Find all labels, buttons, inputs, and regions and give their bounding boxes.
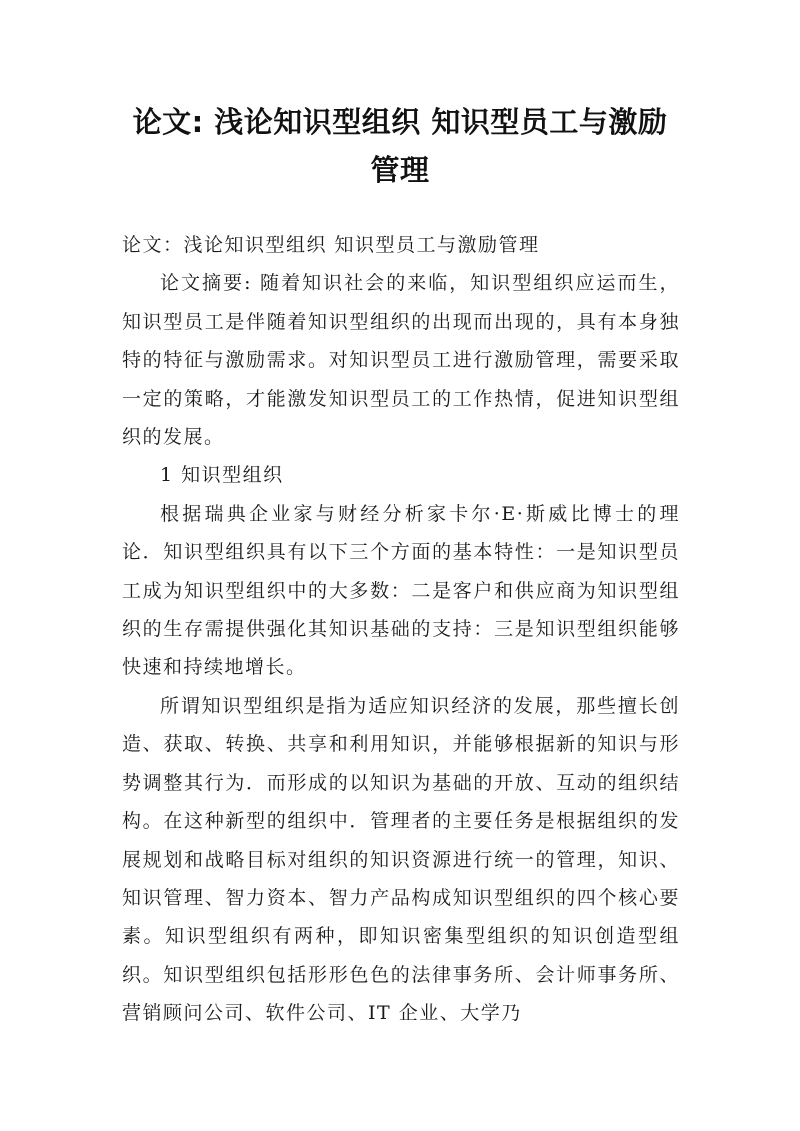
section-heading: 1 知识型组织: [160, 464, 284, 487]
abstract-paragraph: 论文摘要: 随着知识社会的来临，知识型组织应运而生，知识型员工是伴随着知识型组织的出现而出现的，具有本身独特的特征与激励需求。对知识型员工进行激励管理，需要采取一定的策略，才能激发知识型员工的工作热情，促进知识型组织的发展。: [122, 272, 680, 449]
document-body: [122, 226, 680, 1033]
document-title: 论文: 浅论知识型组织 知识型员工与激励管理: [132, 105, 668, 187]
body-paragraph: 根据瑞典企业家与财经分析家卡尔·E·斯威比博士的理论．知识型组织具有以下三个方面的基本特性：一是知识型员工成为知识型组织中的大多数：二是客户和供应商为知识型组织的生存需提供强化其知识基础的支持：三是知识型组织能够快速和持续地增长。: [122, 502, 680, 679]
subtitle-line: 论文：浅论知识型组织 知识型员工与激励管理: [122, 234, 540, 256]
body-paragraph: 所谓知识型组织是指为适应知识经济的发展，那些擅长创造、获取、转换、共享和利用知识，并能够根据新的知识与形势调整其行为．而形成的以知识为基础的开放、互动的组织结构。在这种新型的组织中．管理者的主要任务是根据组织的发展规划和战略目标对组织的知识资源进行统一的管理，知识、知识管理、智力资本、智力产品构成知识型组织的四个核心要素。知识型组织有两种，即知识密集型组织的知识创造型组织。知识型组织包括形形色色的法律事务所、会计师事务所、营销顾问公司、软件公司、IT 企业、大学乃: [122, 694, 680, 1025]
